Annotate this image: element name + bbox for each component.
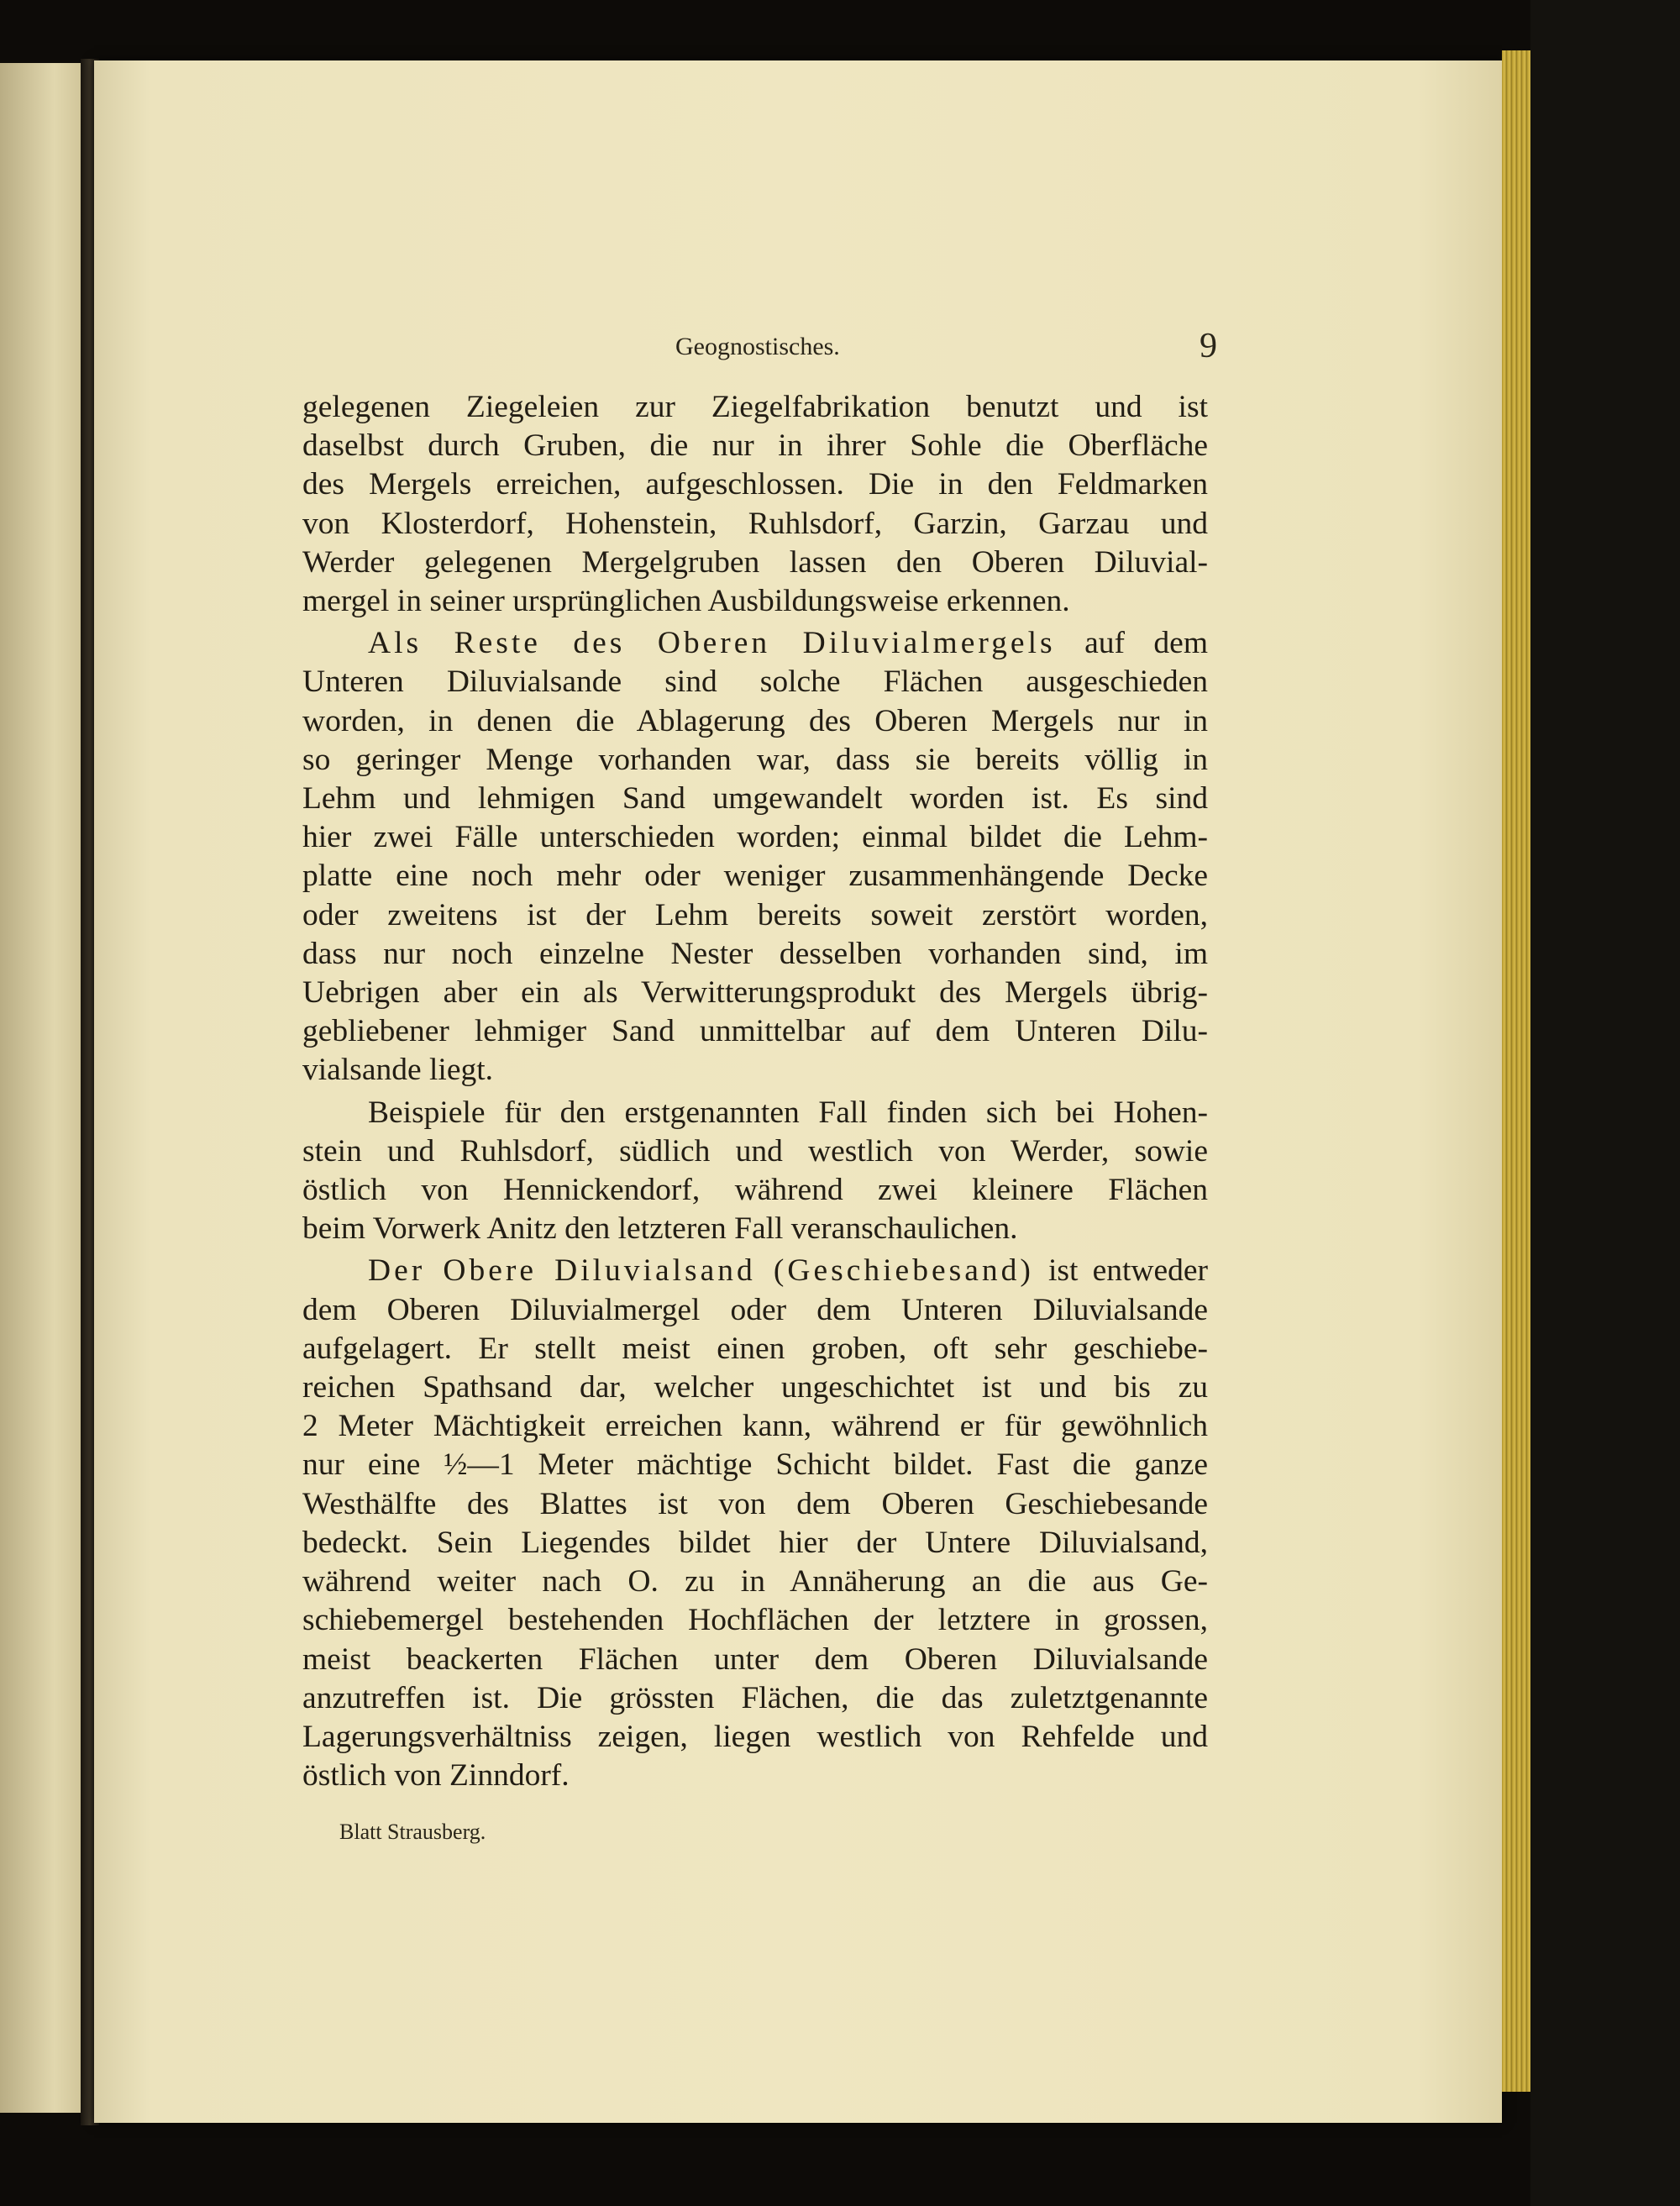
text-line: dem Oberen Diluvialmergel oder dem Unteren Diluvialsande [302, 1292, 1208, 1327]
text-line: daselbst durch Gruben, die nur in ihrer Sohle die Oberfläche [302, 428, 1208, 464]
paragraph [302, 624, 1208, 1090]
text-line: während weiter nach O. zu in Annäherung an die aus Ge- [302, 1564, 1208, 1599]
text-line: so geringer Menge vorhanden war, dass sie bereits völlig in [302, 742, 1208, 777]
text-line: worden, in denen die Ablagerung des Oberen Mergels nur in [302, 703, 1208, 738]
text-line: aufgelagert. Er stellt meist einen groben, oft sehr geschiebe- [302, 1331, 1208, 1366]
text-line: stein und Ruhlsdorf, südlich und westlich von Werder, sowie [302, 1133, 1208, 1169]
page-number: 9 [1200, 327, 1217, 365]
text-line: meist beackerten Flächen unter dem Oberen Diluvialsande [302, 1641, 1208, 1677]
text-line: östlich von Zinndorf. [302, 1758, 570, 1794]
text-line: Werder gelegenen Mergelgruben lassen den Oberen Diluvial- [302, 544, 1208, 580]
paragraph [302, 1252, 1208, 1795]
text-line: 2 Meter Mächtigkeit erreichen kann, während er für gewöhnlich [302, 1409, 1208, 1444]
text-line: schiebemergel bestehenden Hochflächen der letztere in grossen, [302, 1603, 1208, 1638]
text-line: anzutreffen ist. Die grössten Flächen, die das zuletztgenannte [302, 1680, 1208, 1715]
text-line: beim Vorwerk Anitz den letzteren Fall veranschaulichen. [302, 1211, 1018, 1247]
gilded-page-edges [1502, 50, 1530, 2092]
paragraph [302, 1094, 1208, 1249]
text-run: ist entweder [1048, 1253, 1209, 1289]
text-line: vialsande liegt. [302, 1053, 494, 1088]
spaced-term: Als Reste des Oberen Diluvialmergels [368, 626, 1056, 661]
text-line: des Mergels erreichen, aufgeschlossen. Die in den Feldmarken [302, 467, 1208, 502]
text-line: Lehm und lehmigen Sand umgewandelt worden ist. Es sind [302, 781, 1208, 817]
text-line: Uebrigen aber ein als Verwitterungsprodukt des Mergels übrig- [302, 975, 1208, 1011]
text-line [302, 1252, 1208, 1290]
book-cover [1530, 0, 1680, 2206]
text-line: platte eine noch mehr oder weniger zusammenhängende Decke [302, 859, 1208, 894]
text-line: Westhälfte des Blattes ist von dem Oberen Geschiebesande [302, 1486, 1208, 1521]
signature-footer: Blatt Strausberg. [339, 1820, 486, 1844]
text-line: hier zwei Fälle unterschieden worden; einmal bildet die Lehm- [302, 820, 1208, 855]
text-line: Lagerungsverhältniss zeigen, liegen westlich von Rehfelde und [302, 1719, 1208, 1754]
body-text [302, 388, 1208, 1795]
text-line: Unteren Diluvialsande sind solche Flächen ausgeschieden [302, 664, 1208, 700]
text-line: oder zweitens ist der Lehm bereits soweit zerstört worden, [302, 897, 1208, 932]
text-line: von Klosterdorf, Hohenstein, Ruhlsdorf, Garzin, Garzau und [302, 506, 1208, 541]
text-line: bedeckt. Sein Liegendes bildet hier der Untere Diluvialsand, [302, 1525, 1208, 1560]
text-line [302, 624, 1208, 663]
text-line: Beispiele für den erstgenannten Fall finden sich bei Hohen- [368, 1095, 1208, 1130]
spaced-term: Der Obere Diluvialsand (Geschiebesand) [368, 1253, 1034, 1289]
text-line: nur eine ½—1 Meter mächtige Schicht bildet. Fast die ganze [302, 1447, 1208, 1483]
running-head-title: Geognostisches. [675, 333, 840, 360]
text-line: gelegenen Ziegeleien zur Ziegelfabrikation benutzt und ist [302, 390, 1208, 424]
paragraph [302, 388, 1208, 621]
text-line: östlich von Hennickendorf, während zwei kleinere Flächen [302, 1173, 1208, 1208]
text-line: mergel in seiner ursprünglichen Ausbildungsweise erkennen. [302, 584, 1070, 619]
text-run: auf dem [1084, 626, 1208, 661]
text-line: dass nur noch einzelne Nester desselben vorhanden sind, im [302, 936, 1208, 971]
text-line: reichen Spathsand dar, welcher ungeschichtet ist und bis zu [302, 1370, 1208, 1405]
running-head [210, 326, 1218, 368]
text-line: gebliebener lehmiger Sand unmittelbar auf dem Unteren Dilu- [302, 1014, 1208, 1049]
facing-page-edge [0, 63, 91, 2113]
